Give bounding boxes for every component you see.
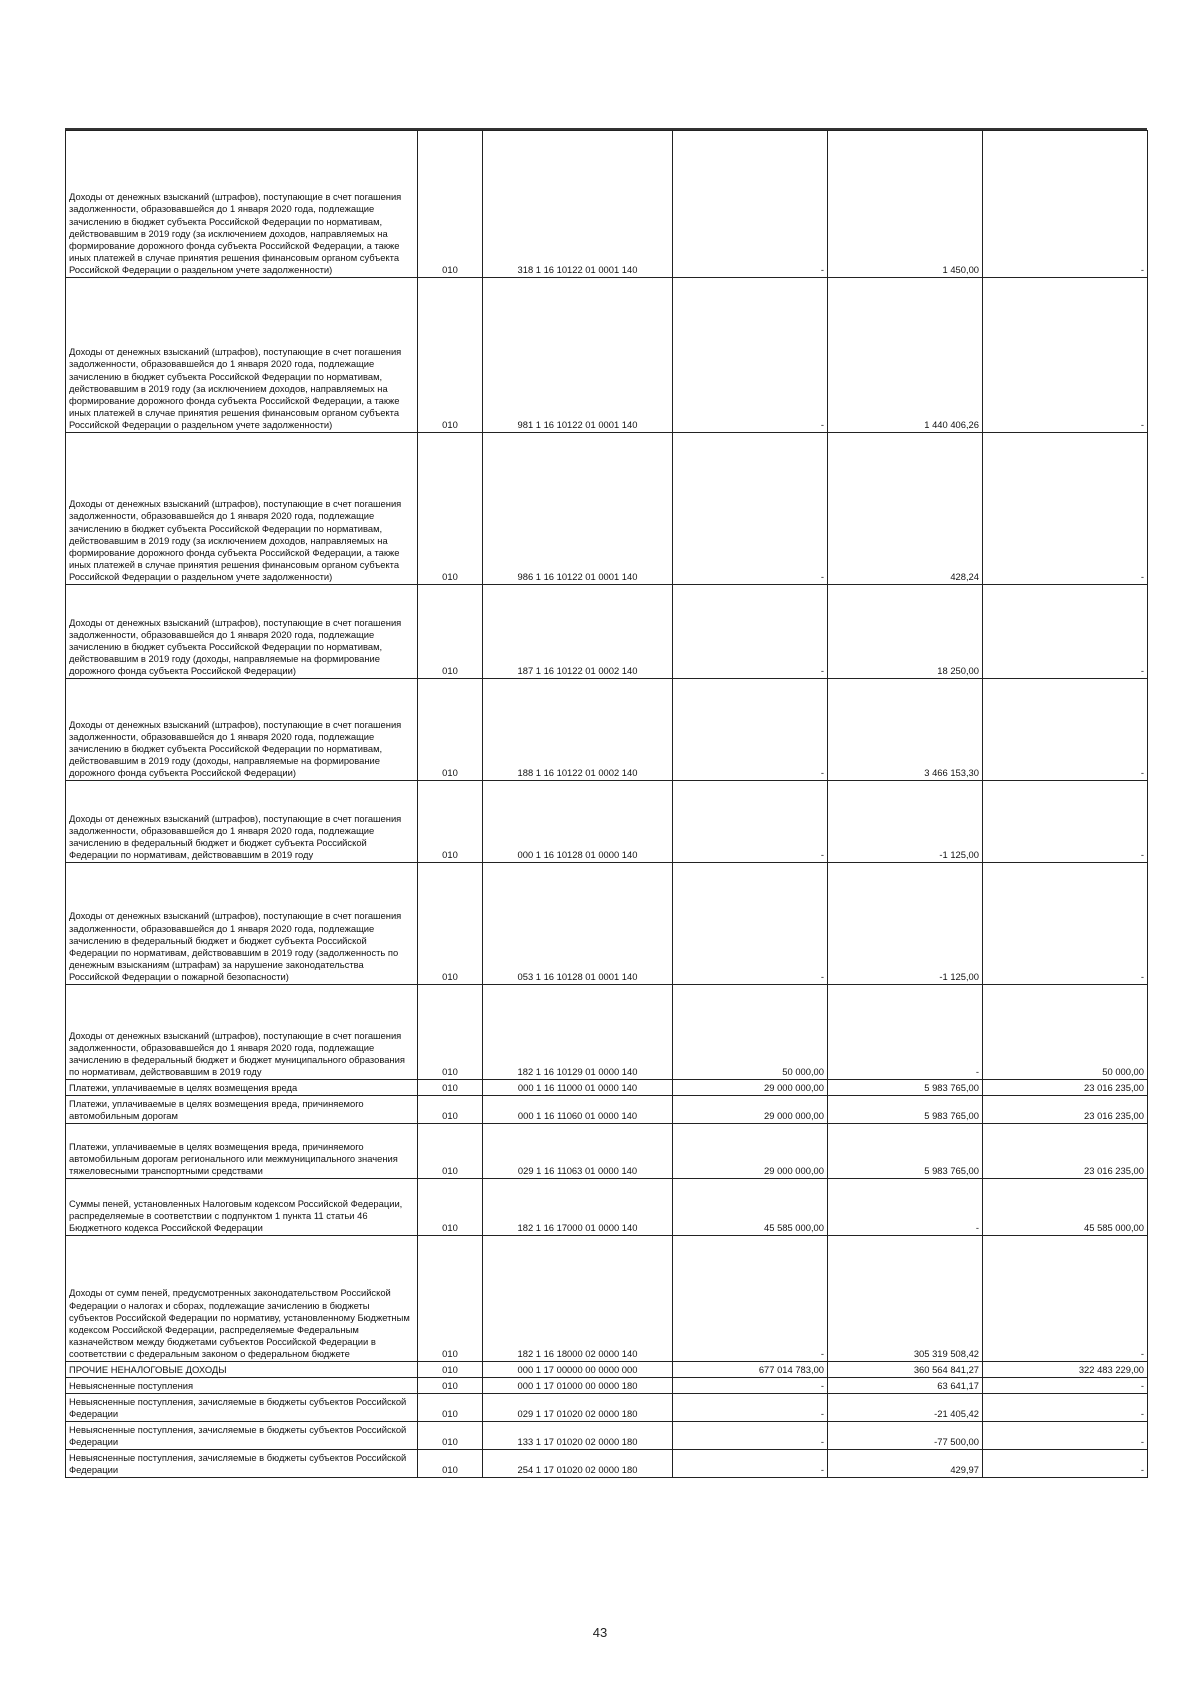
row-name: Доходы от денежных взысканий (штрафов), поступающие в счет погашения задолженности, образовавшейся до 1 января 2020 года, подлежащие зачислению в федеральный бюджет и бюджет субъекта Российской Федерации по нормативам, действовавшим в 2019 году (задолженность по денежным взысканиям (штрафам) за нарушение законодательства Российской Федерации о пожарной безопасности): [66, 863, 418, 985]
row-executed-amount: 3 466 153,30: [828, 679, 983, 781]
row-approved-amount: 45 585 000,00: [673, 1179, 828, 1236]
row-line-code: 010: [418, 433, 483, 585]
row-name: Доходы от денежных взысканий (штрафов), поступающие в счет погашения задолженности, образовавшейся до 1 января 2020 года, подлежащие зачислению в федеральный бюджет и бюджет субъекта Российской Федерации по нормативам, действовавшим в 2019 году: [66, 781, 418, 863]
row-line-code: 010: [418, 1080, 483, 1096]
table-row: [66, 1096, 1148, 1124]
row-executed-amount: 428,24: [828, 433, 983, 585]
row-name: ПРОЧИЕ НЕНАЛОГОВЫЕ ДОХОДЫ: [66, 1362, 418, 1378]
row-line-code: 010: [418, 985, 483, 1080]
table-row: [66, 1422, 1148, 1450]
row-budget-code: 000 1 16 11060 01 0000 140: [483, 1096, 673, 1124]
row-approved-amount: 29 000 000,00: [673, 1124, 828, 1179]
table-row: [66, 985, 1148, 1080]
row-line-code: 010: [418, 1394, 483, 1422]
row-unexecuted-amount: 322 483 229,00: [983, 1362, 1148, 1378]
budget-revenue-table: [65, 130, 1148, 1478]
row-unexecuted-amount: -: [983, 1422, 1148, 1450]
table-row: [66, 1378, 1148, 1394]
row-executed-amount: 63 641,17: [828, 1378, 983, 1394]
table-row: [66, 1080, 1148, 1096]
row-budget-code: 029 1 17 01020 02 0000 180: [483, 1394, 673, 1422]
row-budget-code: 133 1 17 01020 02 0000 180: [483, 1422, 673, 1450]
row-budget-code: 000 1 16 11000 01 0000 140: [483, 1080, 673, 1096]
row-unexecuted-amount: 45 585 000,00: [983, 1179, 1148, 1236]
row-unexecuted-amount: -: [983, 1236, 1148, 1362]
row-approved-amount: -: [673, 131, 828, 278]
row-budget-code: 981 1 16 10122 01 0001 140: [483, 278, 673, 433]
row-budget-code: 182 1 16 10129 01 0000 140: [483, 985, 673, 1080]
table-row: [66, 1179, 1148, 1236]
row-name: Невыясненные поступления, зачисляемые в бюджеты субъектов Российской Федерации: [66, 1394, 418, 1422]
row-unexecuted-amount: 50 000,00: [983, 985, 1148, 1080]
row-budget-code: 029 1 16 11063 01 0000 140: [483, 1124, 673, 1179]
table-row: [66, 863, 1148, 985]
row-unexecuted-amount: -: [983, 131, 1148, 278]
row-budget-code: 000 1 16 10128 01 0000 140: [483, 781, 673, 863]
row-name: Невыясненные поступления, зачисляемые в бюджеты субъектов Российской Федерации: [66, 1422, 418, 1450]
row-unexecuted-amount: -: [983, 1394, 1148, 1422]
row-executed-amount: -1 125,00: [828, 863, 983, 985]
row-unexecuted-amount: -: [983, 679, 1148, 781]
row-budget-code: 000 1 17 00000 00 0000 000: [483, 1362, 673, 1378]
table-row: [66, 679, 1148, 781]
table-row: [66, 781, 1148, 863]
row-budget-code: 000 1 17 01000 00 0000 180: [483, 1378, 673, 1394]
row-unexecuted-amount: 23 016 235,00: [983, 1124, 1148, 1179]
row-line-code: 010: [418, 1124, 483, 1179]
row-unexecuted-amount: 23 016 235,00: [983, 1096, 1148, 1124]
row-executed-amount: -77 500,00: [828, 1422, 983, 1450]
table-row: [66, 1394, 1148, 1422]
row-approved-amount: -: [673, 433, 828, 585]
row-name: Невыясненные поступления: [66, 1378, 418, 1394]
row-line-code: 010: [418, 1378, 483, 1394]
row-name: Доходы от сумм пеней, предусмотренных законодательством Российской Федерации о налогах и сборах, подлежащие зачислению в бюджеты субъектов Российской Федерации по нормативу, установленному Бюджетным кодексом Российской Федерации, распределяемые Федеральным казначейством между бюджетами субъектов Российской Федерации в соответствии с федеральным законом о федеральном бюджете: [66, 1236, 418, 1362]
row-line-code: 010: [418, 781, 483, 863]
row-executed-amount: 5 983 765,00: [828, 1124, 983, 1179]
row-line-code: 010: [418, 863, 483, 985]
row-executed-amount: -: [828, 1179, 983, 1236]
row-budget-code: 318 1 16 10122 01 0001 140: [483, 131, 673, 278]
row-approved-amount: -: [673, 278, 828, 433]
row-executed-amount: 360 564 841,27: [828, 1362, 983, 1378]
row-name: Платежи, уплачиваемые в целях возмещения вреда, причиняемого автомобильным дорогам регионального или межмуниципального значения тяжеловесными транспортными средствами: [66, 1124, 418, 1179]
row-unexecuted-amount: -: [983, 278, 1148, 433]
row-budget-code: 187 1 16 10122 01 0002 140: [483, 585, 673, 679]
row-name: Платежи, уплачиваемые в целях возмещения вреда: [66, 1080, 418, 1096]
row-executed-amount: 305 319 508,42: [828, 1236, 983, 1362]
row-budget-code: 182 1 16 17000 01 0000 140: [483, 1179, 673, 1236]
row-approved-amount: -: [673, 781, 828, 863]
row-line-code: 010: [418, 1422, 483, 1450]
row-unexecuted-amount: -: [983, 863, 1148, 985]
row-unexecuted-amount: -: [983, 585, 1148, 679]
row-name: Доходы от денежных взысканий (штрафов), поступающие в счет погашения задолженности, образовавшейся до 1 января 2020 года, подлежащие зачислению в бюджет субъекта Российской Федерации по нормативам, действовавшим в 2019 году (доходы, направляемые на формирование дорожного фонда субъекта Российской Федерации): [66, 679, 418, 781]
row-unexecuted-amount: -: [983, 781, 1148, 863]
row-budget-code: 053 1 16 10128 01 0001 140: [483, 863, 673, 985]
table-row: [66, 1362, 1148, 1378]
row-line-code: 010: [418, 1179, 483, 1236]
table-row: [66, 585, 1148, 679]
table-body: [66, 131, 1148, 1478]
row-executed-amount: 1 450,00: [828, 131, 983, 278]
table-row: [66, 1124, 1148, 1179]
table-row: [66, 433, 1148, 585]
row-unexecuted-amount: 23 016 235,00: [983, 1080, 1148, 1096]
row-name: Невыясненные поступления, зачисляемые в бюджеты субъектов Российской Федерации: [66, 1450, 418, 1478]
row-executed-amount: 1 440 406,26: [828, 278, 983, 433]
row-approved-amount: -: [673, 585, 828, 679]
row-approved-amount: 50 000,00: [673, 985, 828, 1080]
table-row: [66, 131, 1148, 278]
row-line-code: 010: [418, 1096, 483, 1124]
row-budget-code: 986 1 16 10122 01 0001 140: [483, 433, 673, 585]
row-budget-code: 254 1 17 01020 02 0000 180: [483, 1450, 673, 1478]
row-budget-code: 188 1 16 10122 01 0002 140: [483, 679, 673, 781]
row-unexecuted-amount: -: [983, 433, 1148, 585]
table-row: [66, 1236, 1148, 1362]
row-line-code: 010: [418, 585, 483, 679]
row-approved-amount: -: [673, 1378, 828, 1394]
row-approved-amount: -: [673, 1394, 828, 1422]
row-approved-amount: 677 014 783,00: [673, 1362, 828, 1378]
row-unexecuted-amount: -: [983, 1378, 1148, 1394]
table-row: [66, 278, 1148, 433]
row-line-code: 010: [418, 679, 483, 781]
row-name: Суммы пеней, установленных Налоговым кодексом Российской Федерации, распределяемые в соответствии с подпунктом 1 пункта 11 статьи 46 Бюджетного кодекса Российской Федерации: [66, 1179, 418, 1236]
row-line-code: 010: [418, 278, 483, 433]
row-name: Доходы от денежных взысканий (штрафов), поступающие в счет погашения задолженности, образовавшейся до 1 января 2020 года, подлежащие зачислению в бюджет субъекта Российской Федерации по нормативам, действовавшим в 2019 году (за исключением доходов, направляемых на формирование дорожного фонда субъекта Российской Федерации, а также иных платежей в случае принятия решения финансовым органом субъекта Российской Федерации о раздельном учете задолженности): [66, 433, 418, 585]
row-executed-amount: -21 405,42: [828, 1394, 983, 1422]
row-executed-amount: 429,97: [828, 1450, 983, 1478]
row-name: Доходы от денежных взысканий (штрафов), поступающие в счет погашения задолженности, образовавшейся до 1 января 2020 года, подлежащие зачислению в бюджет субъекта Российской Федерации по нормативам, действовавшим в 2019 году (за исключением доходов, направляемых на формирование дорожного фонда субъекта Российской Федерации, а также иных платежей в случае принятия решения финансовым органом субъекта Российской Федерации о раздельном учете задолженности): [66, 278, 418, 433]
row-approved-amount: -: [673, 679, 828, 781]
row-approved-amount: -: [673, 1450, 828, 1478]
row-approved-amount: -: [673, 1422, 828, 1450]
row-executed-amount: 5 983 765,00: [828, 1096, 983, 1124]
row-line-code: 010: [418, 131, 483, 278]
row-approved-amount: 29 000 000,00: [673, 1096, 828, 1124]
row-executed-amount: 18 250,00: [828, 585, 983, 679]
row-executed-amount: -1 125,00: [828, 781, 983, 863]
row-line-code: 010: [418, 1236, 483, 1362]
row-name: Платежи, уплачиваемые в целях возмещения вреда, причиняемого автомобильным дорогам: [66, 1096, 418, 1124]
row-line-code: 010: [418, 1450, 483, 1478]
row-budget-code: 182 1 16 18000 02 0000 140: [483, 1236, 673, 1362]
row-executed-amount: 5 983 765,00: [828, 1080, 983, 1096]
row-unexecuted-amount: -: [983, 1450, 1148, 1478]
row-approved-amount: -: [673, 1236, 828, 1362]
row-executed-amount: -: [828, 985, 983, 1080]
row-name: Доходы от денежных взысканий (штрафов), поступающие в счет погашения задолженности, образовавшейся до 1 января 2020 года, подлежащие зачислению в бюджет субъекта Российской Федерации по нормативам, действовавшим в 2019 году (доходы, направляемые на формирование дорожного фонда субъекта Российской Федерации): [66, 585, 418, 679]
page-number: 43: [592, 1625, 608, 1640]
table-row: [66, 1450, 1148, 1478]
row-name: Доходы от денежных взысканий (штрафов), поступающие в счет погашения задолженности, образовавшейся до 1 января 2020 года, подлежащие зачислению в бюджет субъекта Российской Федерации по нормативам, действовавшим в 2019 году (за исключением доходов, направляемых на формирование дорожного фонда субъекта Российской Федерации, а также иных платежей в случае принятия решения финансовым органом субъекта Российской Федерации о раздельном учете задолженности): [66, 131, 418, 278]
row-name: Доходы от денежных взысканий (штрафов), поступающие в счет погашения задолженности, образовавшейся до 1 января 2020 года, подлежащие зачислению в федеральный бюджет и бюджет муниципального образования по нормативам, действовавшим в 2019 году: [66, 985, 418, 1080]
row-line-code: 010: [418, 1362, 483, 1378]
row-approved-amount: -: [673, 863, 828, 985]
row-approved-amount: 29 000 000,00: [673, 1080, 828, 1096]
